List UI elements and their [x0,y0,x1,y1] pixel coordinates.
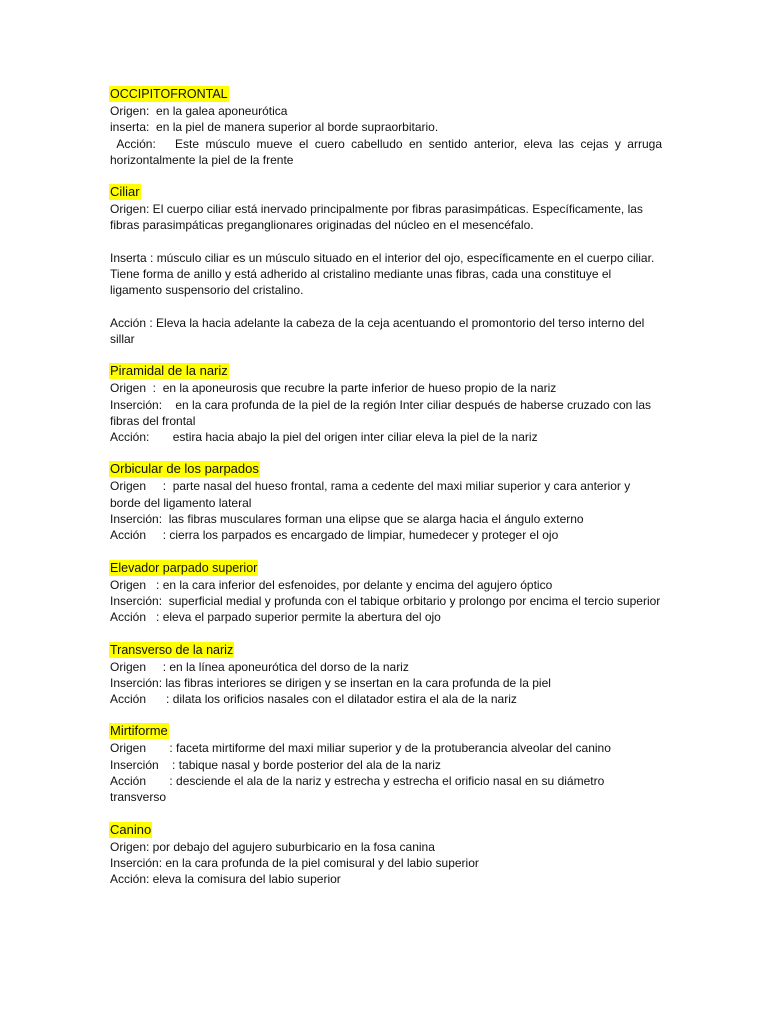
text-line: inserta: en la piel de manera superior al borde supraorbitario. [110,120,439,135]
section-heading: Mirtiforme [110,723,168,739]
section-heading: Transverso de la nariz [110,642,234,657]
section-body [110,740,662,805]
section-occipitofrontal [110,86,666,168]
section-mirtiforme [110,723,662,805]
section-heading: Ciliar [110,184,140,200]
text-line: Acción: eleva la comisura del labio superior [110,872,341,887]
text-line: Inserción: en la cara profunda de la piel de la región Inter ciliar después de haberse cruzado con las fibras del frontal [110,397,655,428]
section-transverso [110,642,662,708]
section-body [110,839,662,888]
text-line: Origen: por debajo del agujero suburbicario en la fosa canina [110,839,435,854]
text-paragraph: Origen: El cuerpo ciliar está inervado principalmente por fibras parasimpáticas. Específicamente, las fibras parasimpáticas preganglionares originadas del núcleo en el mesencéfalo. [110,202,643,233]
section-body [110,577,662,626]
section-heading: Canino [110,821,152,837]
text-line: Acción: estira hacia abajo la piel del origen inter ciliar eleva la piel de la nariz [110,430,538,445]
text-line: Inserción: las fibras musculares forman una elipse que se alarga hacia el ángulo externo [110,512,584,527]
section-heading: Elevador parpado superior [110,560,258,575]
section-body [110,380,662,445]
text-line: Origen: en la galea aponeurótica [110,104,288,118]
text-line: Origen : en la cara inferior del esfenoides, por delante y encima del agujero óptico [110,577,553,592]
text-line: Acción : cierra los parpados es encargado de limpiar, humedecer y proteger el ojo [110,528,559,543]
section-heading: Orbicular de los parpados [110,461,259,477]
text-line: Inserción: en la cara profunda de la piel comisural y del labio superior [110,855,479,870]
text-line: Origen : faceta mirtiforme del maxi miliar superior y de la protuberancia alveolar del canino [110,741,611,756]
document-page [110,86,666,904]
text-line: Acción : dilata los orificios nasales con el dilatador estira el ala de la nariz [110,692,517,707]
text-line: Inserción : tabique nasal y borde posterior del ala de la nariz [110,757,441,772]
text-paragraph: Acción : Eleva la hacia adelante la cabeza de la ceja acentuando el promontorio del terso interno del sillar [110,315,645,346]
section-body [110,478,662,543]
text-line: Inserción: las fibras interiores se dirigen y se insertan en la cara profunda de la piel [110,675,551,690]
text-line: Acción: Este músculo mueve el cuero cabelludo en sentido anterior, eleva las cejas y arruga horizontalmente la piel de la frente [110,136,666,167]
text-line: Origen : en la aponeurosis que recubre la parte inferior de hueso propio de la nariz [110,381,557,396]
section-ciliar [110,184,662,347]
text-line: Inserción: superficial medial y profunda con el tabique orbitario y prolongo por encima el tercio superior [110,593,661,608]
section-heading: Piramidal de la nariz [110,363,228,379]
section-elevador [110,560,662,626]
section-orbicular [110,461,662,543]
section-body [110,103,666,168]
section-heading: OCCIPITOFRONTAL [110,87,228,101]
text-line: Origen : en la línea aponeurótica del dorso de la nariz [110,659,409,674]
text-line: Acción : eleva el parpado superior permite la abertura del ojo [110,610,441,625]
section-canino [110,822,662,888]
section-body [110,659,662,708]
section-piramidal [110,363,662,445]
text-line: Origen : parte nasal del hueso frontal, rama a cedente del maxi miliar superior y cara anterior y borde del ligamento lateral [110,479,634,510]
text-paragraph: Inserta : músculo ciliar es un músculo situado en el interior del ojo, específicamente en el cuerpo ciliar. Tiene forma de anillo y está adherido al cristalino mediante unas fibras, cada una constituye el ligamento suspensorio del cristalino. [110,250,655,298]
text-line: Acción : desciende el ala de la nariz y estrecha y estrecha el orificio nasal en su diámetro transverso [110,774,608,805]
